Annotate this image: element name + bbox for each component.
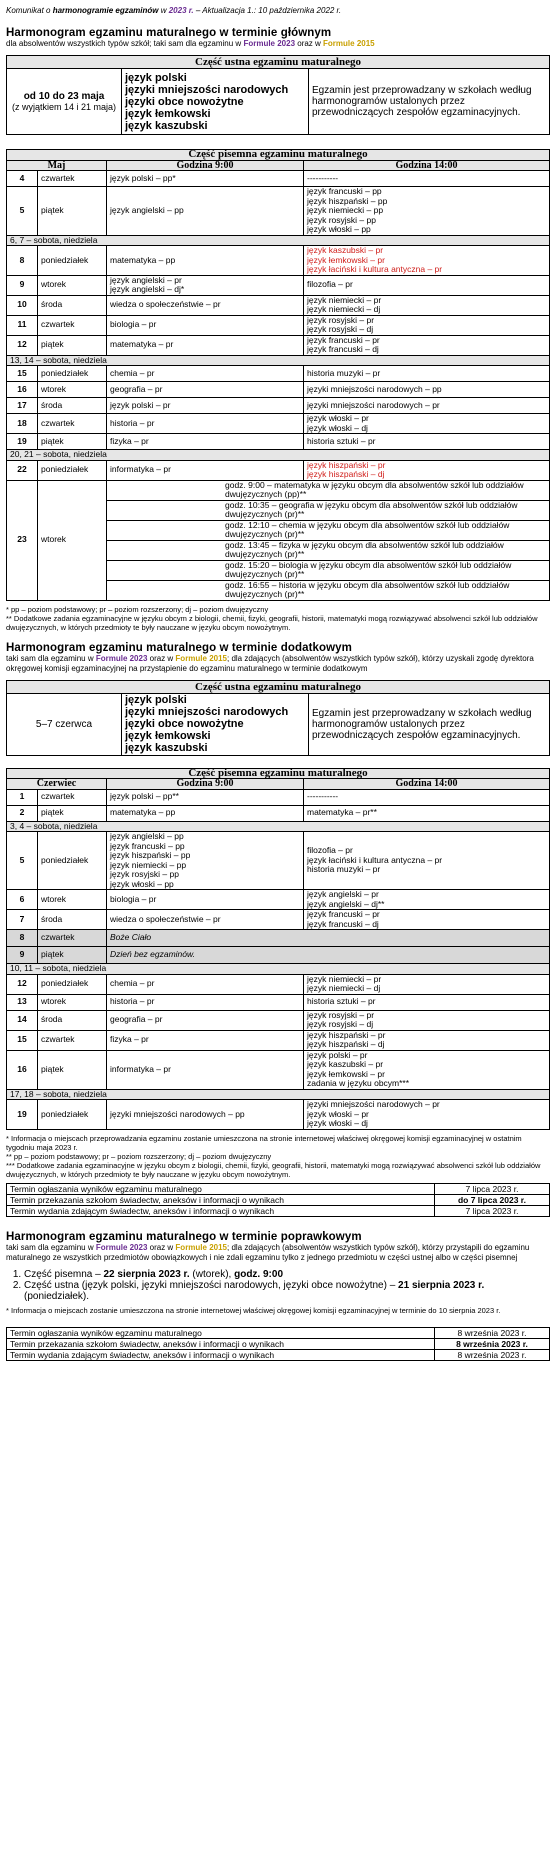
day-number: 2 <box>7 805 38 821</box>
section2-subtitle: taki sam dla egzaminu w Formule 2023 oraz w Formule 2015; dla zdających (absolwentów wszystkich typów szkół), którzy uzyskali zgodę dyrektora okręgowej komisji egzaminacyjnej na przystąpienie do egzaminu maturalnego w terminie dodatkowym <box>6 653 534 673</box>
exam-9 <box>107 974 304 994</box>
oral-subjects <box>122 693 309 755</box>
weekday: wtorek <box>38 994 107 1010</box>
exam-9 <box>107 335 304 355</box>
results-label: Termin ogłaszania wyników egzaminu maturalnego <box>7 1183 435 1194</box>
oral-subject: język łemkowski <box>125 107 211 120</box>
exam-14 <box>304 805 550 821</box>
day-number: 11 <box>7 315 38 335</box>
exam-entry: język niemiecki – dj <box>307 304 381 314</box>
exam-entry: historia muzyki – pr <box>307 864 381 875</box>
day-number: 18 <box>7 414 38 434</box>
exam-entry: język rosyjski – pr <box>307 314 375 325</box>
exam-entry: język hiszpański – dj <box>307 469 385 479</box>
exam-entry: język łaciński i kultura antyczna – pr <box>307 264 443 274</box>
exam-entry: historia sztuki – pr <box>307 435 376 446</box>
exam-entry: język angielski – dj** <box>307 898 385 909</box>
day-row <box>7 275 550 295</box>
day-number: 22 <box>7 460 38 480</box>
weekday: poniedziałek <box>38 1100 107 1130</box>
exam-9 <box>107 366 304 382</box>
weekend-label: 6, 7 – sobota, niedziela <box>7 235 550 246</box>
results-label: Termin przekazania szkołom świadectw, aneksów i informacji o wynikach <box>7 1194 435 1205</box>
results-label: Termin wydania zdającym świadectw, aneksów i informacji o wynikach <box>7 1205 435 1216</box>
bilingual-exam: godz. 12:10 – chemia w języku obcym dla absolwentów szkół lub oddziałów dwujęzycznych (pr)** <box>107 520 550 540</box>
exam-entry: matematyka – pr <box>110 339 174 350</box>
day-row <box>7 335 550 355</box>
exam-14 <box>304 171 550 187</box>
weekend-row <box>7 821 550 832</box>
oral-subject: język polski <box>125 694 187 706</box>
weekday: piątek <box>38 434 107 450</box>
exam-entry: język angielski – pr <box>307 889 379 899</box>
exam-entry: język angielski – pp <box>110 205 184 215</box>
day-row <box>7 315 550 335</box>
bilingual-exam: godz. 13:45 – fizyka w języku obcym dla absolwentów szkół lub oddziałów dwujęzycznych (pr)** <box>107 540 550 560</box>
oral-subject: język polski <box>125 71 187 84</box>
exam-entry: język polski – pr <box>307 1049 368 1060</box>
exam-entry: język włoski – pp <box>110 878 174 889</box>
weekend-label: 10, 11 – sobota, niedziela <box>7 964 550 975</box>
exam-entry: biologia – pr <box>110 319 157 330</box>
day-row <box>7 480 550 500</box>
weekday: środa <box>38 398 107 414</box>
footnote: ** Dodatkowe zadania egzaminacyjne w języku obcym z biologii, chemii, fizyki, geografii, historii, matematyki mogą rozwiązywać absolwenci szkół lub oddziałów dwujęzycznych, w których przedmioty te były nauczane w języku obcym nowożytnym. <box>6 613 538 632</box>
exam-entry: język francuski – pr <box>307 909 380 919</box>
section2-results-table <box>6 1183 550 1217</box>
results-label: Termin ogłaszania wyników egzaminu maturalnego <box>7 1327 435 1338</box>
exam-9 <box>107 805 304 821</box>
col-month: Maj <box>7 160 107 171</box>
exam-9 <box>107 187 304 236</box>
oral-subject: języki mniejszości narodowych <box>125 706 289 718</box>
exam-entry: język hiszpański – pr <box>307 1029 386 1040</box>
day-row <box>7 947 550 964</box>
day-row <box>7 890 550 910</box>
weekend-row <box>7 235 550 246</box>
exam-entry: matematyka – pp <box>110 254 176 265</box>
exam-entry: historia – pr <box>110 417 155 428</box>
weekday: poniedziałek <box>38 366 107 382</box>
exam-9 <box>107 994 304 1010</box>
exam-entry: język francuski – dj <box>307 344 379 354</box>
day-row <box>7 832 550 890</box>
day-row <box>7 171 550 187</box>
exam-entry: język włoski – pp <box>307 224 371 234</box>
weekday: piątek <box>38 947 107 964</box>
exam-14 <box>304 382 550 398</box>
weekend-row <box>7 355 550 366</box>
exam-14 <box>304 994 550 1010</box>
exam-entry: język francuski – pr <box>307 334 380 345</box>
oral-table-title: Część ustna egzaminu maturalnego <box>7 680 550 693</box>
section1-footnotes <box>6 605 550 632</box>
exam-entry: język hiszpański – pr <box>307 459 386 470</box>
day-row <box>7 434 550 450</box>
day-number: 16 <box>7 1050 38 1089</box>
exam-entry: język francuski – pp <box>307 186 382 196</box>
day-number: 14 <box>7 1010 38 1030</box>
exam-14 <box>304 1010 550 1030</box>
section2-oral-table <box>6 680 550 756</box>
header-year: 2023 r. <box>168 6 194 15</box>
exam-entry: język łaciński i kultura antyczna – pr <box>307 854 443 865</box>
exam-entry: geografia – pr <box>110 1014 163 1025</box>
day-row <box>7 974 550 994</box>
day-row <box>7 1100 550 1130</box>
day-number: 4 <box>7 171 38 187</box>
weekday: poniedziałek <box>38 974 107 994</box>
weekday: piątek <box>38 335 107 355</box>
weekend-label: 17, 18 – sobota, niedziela <box>7 1089 550 1100</box>
exam-9 <box>107 1100 304 1130</box>
exam-entry: języki mniejszości narodowych – pp <box>307 383 442 394</box>
weekday: wtorek <box>38 480 107 600</box>
weekday: piątek <box>38 805 107 821</box>
day-row <box>7 1010 550 1030</box>
section3-dates-list <box>6 1269 550 1302</box>
weekday: czwartek <box>38 930 107 947</box>
exam-entry: język angielski – dj* <box>110 284 185 294</box>
exam-entry: języki mniejszości narodowych – pr <box>307 399 440 410</box>
exam-14 <box>304 1100 550 1130</box>
exam-entry: język francuski – pp <box>110 840 185 851</box>
day-row <box>7 994 550 1010</box>
day-number: 15 <box>7 1030 38 1050</box>
weekday: poniedziałek <box>38 832 107 890</box>
bilingual-exam: godz. 15:20 – biologia w języku obcym dla absolwentów szkół lub oddziałów dwujęzycznych (pr)** <box>107 560 550 580</box>
results-label: Termin przekazania szkołom świadectw, aneksów i informacji o wynikach <box>7 1338 435 1349</box>
col-month: Czerwiec <box>7 779 107 790</box>
exam-14 <box>304 398 550 414</box>
exam-entry: język polski – pr <box>110 399 171 410</box>
day-row <box>7 789 550 805</box>
header-prefix: Komunikat o <box>6 6 53 15</box>
exam-9 <box>107 434 304 450</box>
exam-14 <box>304 460 550 480</box>
oral-subject: języki obce nowożytne <box>125 95 244 108</box>
exam-entry: filozofia – pr <box>307 279 353 290</box>
bilingual-exam: godz. 16:55 – historia w języku obcym dla absolwentów szkół lub oddziałów dwujęzycznych (pr)** <box>107 580 550 600</box>
weekday: wtorek <box>38 382 107 398</box>
day-number: 6 <box>7 890 38 910</box>
section3-subtitle: taki sam dla egzaminu w Formule 2023 oraz w Formule 2015; dla zdających (absolwentów wszystkich typów szkół), którzy przystąpili do egzaminu maturalnego ze wszystkich przedmiotów obowiązkowych i nie zdali egzaminu tylko z jednego przedmiotu w części ustnej albo w części pisemnej <box>6 1242 530 1262</box>
section2-footnotes <box>6 1134 550 1179</box>
weekday: czwartek <box>38 1030 107 1050</box>
col-9: Godzina 9:00 <box>107 160 304 171</box>
exam-entry: informatyka – pr <box>110 464 171 475</box>
oral-note: Egzamin jest przeprowadzany w szkołach według harmonogramów ustalonych przez przewodniczących zespołów egzaminacyjnych. <box>309 69 550 135</box>
exam-9 <box>107 414 304 434</box>
footnote: * Informacja o miejscach przeprowadzania egzaminu zostanie umieszczona na stronie internetowej właściwej okręgowej komisji egzaminacyjnej w ostatnim tygodniu maja 2023 r. <box>6 1133 522 1152</box>
day-number: 16 <box>7 382 38 398</box>
day-row <box>7 246 550 276</box>
oral-subject: język łemkowski <box>125 730 211 742</box>
day-row <box>7 1050 550 1089</box>
exam-14 <box>304 890 550 910</box>
exam-entry: zadania w języku obcym*** <box>307 1078 410 1088</box>
exam-9 <box>107 398 304 414</box>
bilingual-exam: godz. 9:00 – matematyka w języku obcym dla absolwentów szkół lub oddziałów dwujęzycznych (pp)** <box>107 480 550 500</box>
day-number: 19 <box>7 1100 38 1130</box>
exam-entry: język rosyjski – pp <box>110 869 179 879</box>
exam-entry: chemia – pr <box>110 978 155 989</box>
exam-entry: język polski – pp* <box>110 172 176 183</box>
exam-entry: język polski – pp** <box>110 791 179 802</box>
exam-entry: ----------- <box>307 791 339 802</box>
bilingual-exam: godz. 10:35 – geografia w języku obcym dla absolwentów szkół lub oddziałów dwujęzycznych (pr)** <box>107 500 550 520</box>
exam-entry: język kaszubski – pr <box>307 245 384 255</box>
exam-entry: język włoski – dj <box>307 1118 368 1128</box>
section3-title: Harmonogram egzaminu maturalnego w terminie poprawkowym <box>6 1230 362 1243</box>
exam-entry: język łemkowski – pr <box>307 1068 385 1079</box>
weekday: poniedziałek <box>38 460 107 480</box>
col-14: Godzina 14:00 <box>304 160 550 171</box>
day-row <box>7 398 550 414</box>
exam-14 <box>304 974 550 994</box>
results-date: do 7 lipca 2023 r. <box>435 1194 550 1205</box>
exam-entry: język rosyjski – pr <box>307 1009 375 1020</box>
weekday: piątek <box>38 187 107 236</box>
exam-14 <box>304 789 550 805</box>
exam-entry: fizyka – pr <box>110 435 149 446</box>
exam-14 <box>304 315 550 335</box>
exam-14 <box>304 414 550 434</box>
exam-entry: język angielski – pr <box>110 274 182 285</box>
weekday: środa <box>38 295 107 315</box>
exam-9 <box>107 275 304 295</box>
results-row <box>7 1194 550 1205</box>
oral-date: od 10 do 23 maja (z wyjątkiem 14 i 21 maja) <box>7 69 122 135</box>
oral-subject: język kaszubski <box>125 742 208 754</box>
written-table-title: Część pisemna egzaminu maturalnego <box>7 150 550 161</box>
exam-entry: informatyka – pr <box>110 1063 171 1074</box>
weekend-row <box>7 964 550 975</box>
results-date: 7 lipca 2023 r. <box>435 1205 550 1216</box>
oral-subject: języki obce nowożytne <box>125 718 244 730</box>
exam-entry: język angielski – pp <box>110 831 184 841</box>
day-row <box>7 382 550 398</box>
exam-entry: wiedza o społeczeństwie – pr <box>110 913 221 924</box>
section1-title: Harmonogram egzaminu maturalnego w terminie głównym <box>6 27 332 39</box>
weekend-label: 3, 4 – sobota, niedziela <box>7 821 550 832</box>
exam-entry: język francuski – dj <box>307 918 379 929</box>
day-number: 12 <box>7 974 38 994</box>
exam-9 <box>107 171 304 187</box>
exam-entry: język włoski – dj <box>307 422 368 433</box>
results-row <box>7 1183 550 1194</box>
exam-9 <box>107 295 304 315</box>
oral-date: 5–7 czerwca <box>7 693 122 755</box>
col-9: Godzina 9:00 <box>107 779 304 790</box>
results-date: 8 września 2023 r. <box>435 1338 550 1349</box>
exam-14 <box>304 295 550 315</box>
weekday: czwartek <box>38 414 107 434</box>
section1-oral-table <box>6 55 550 135</box>
exam-entry: biologia – pr <box>110 893 157 904</box>
exam-entry: język rosyjski – dj <box>307 1019 374 1029</box>
exam-entry: język hiszpański – pp <box>110 850 191 860</box>
section3-footnote: * Informacja o miejscach zostanie umieszczona na stronie internetowej właściwej okręgowej komisji egzaminacyjnej w terminie do 10 sierpnia 2023 r. <box>6 1305 501 1315</box>
exam-entry: matematyka – pr** <box>307 807 377 818</box>
weekend-row <box>7 1089 550 1100</box>
results-date: 8 września 2023 r. <box>435 1349 550 1360</box>
written-part-date: 1. Część pisemna – 22 sierpnia 2023 r. (wtorek), godz. 9:00 <box>24 1269 550 1280</box>
exam-entry: języki mniejszości narodowych – pr <box>307 1099 440 1109</box>
exam-entry: język włoski – pr <box>307 413 369 423</box>
exam-14 <box>304 275 550 295</box>
day-number: 23 <box>7 480 38 600</box>
results-date: 8 września 2023 r. <box>435 1327 550 1338</box>
day-number: 9 <box>7 947 38 964</box>
section1-subtitle: dla absolwentów wszystkich typów szkół; taki sam dla egzaminu w Formule 2023 oraz w Formule 2015 <box>6 39 375 48</box>
day-number: 5 <box>7 187 38 236</box>
exam-14 <box>304 1030 550 1050</box>
exam-9 <box>107 910 304 930</box>
oral-part-date: 2. Część ustna (język polski, języki mniejszości narodowych, języki obce nowożytne) – 21 sierpnia 2023 r. (poniedziałek). <box>24 1280 550 1302</box>
no-exam-note: Boże Ciało <box>107 930 550 947</box>
results-label: Termin wydania zdającym świadectw, aneksów i informacji o wynikach <box>7 1349 435 1360</box>
exam-9 <box>107 890 304 910</box>
weekday: piątek <box>38 1050 107 1089</box>
oral-note: Egzamin jest przeprowadzany w szkołach według harmonogramów ustalonych przez przewodniczących zespołów egzaminacyjnych. <box>309 693 550 755</box>
exam-14 <box>304 187 550 236</box>
exam-9 <box>107 832 304 890</box>
exam-14 <box>304 335 550 355</box>
written-table-title: Część pisemna egzaminu maturalnego <box>7 768 550 779</box>
results-row <box>7 1349 550 1360</box>
day-row <box>7 414 550 434</box>
exam-9 <box>107 789 304 805</box>
exam-entry: język rosyjski – dj <box>307 324 374 334</box>
exam-entry: geografia – pr <box>110 383 163 394</box>
weekday: środa <box>38 1010 107 1030</box>
exam-9 <box>107 246 304 276</box>
header-mid: w <box>158 6 169 15</box>
document-header <box>6 6 550 15</box>
exam-entry: ----------- <box>307 172 339 183</box>
day-number: 1 <box>7 789 38 805</box>
day-row <box>7 805 550 821</box>
oral-subject: język kaszubski <box>125 119 208 132</box>
no-exam-note: Dzień bez egzaminów. <box>107 947 550 964</box>
weekend-label: 13, 14 – sobota, niedziela <box>7 355 550 366</box>
results-row <box>7 1205 550 1216</box>
day-row <box>7 1030 550 1050</box>
footnote: ** pp – poziom podstawowy; pr – poziom rozszerzony; dj – poziom dwujęzyczny <box>6 1151 272 1161</box>
section3-results-table <box>6 1327 550 1361</box>
exam-entry: chemia – pr <box>110 367 155 378</box>
footnote: * pp – poziom podstawowy; pr – poziom rozszerzony; dj – poziom dwujęzyczny <box>6 604 269 614</box>
exam-9 <box>107 1030 304 1050</box>
results-date: 7 lipca 2023 r. <box>435 1183 550 1194</box>
exam-14 <box>304 910 550 930</box>
exam-entry: fizyka – pr <box>110 1034 149 1045</box>
day-number: 5 <box>7 832 38 890</box>
day-number: 15 <box>7 366 38 382</box>
day-number: 8 <box>7 930 38 947</box>
weekday: czwartek <box>38 789 107 805</box>
weekday: czwartek <box>38 171 107 187</box>
exam-entry: język rosyjski – pp <box>307 214 376 225</box>
day-number: 9 <box>7 275 38 295</box>
section1-written-table <box>6 149 550 601</box>
weekday: środa <box>38 910 107 930</box>
day-number: 8 <box>7 246 38 276</box>
weekend-label: 20, 21 – sobota, niedziela <box>7 450 550 461</box>
exam-9 <box>107 1050 304 1089</box>
section2-written-table <box>6 768 550 1130</box>
section2-title: Harmonogram egzaminu maturalnego w terminie dodatkowym <box>6 641 352 654</box>
exam-entry: język łemkowski – pr <box>307 254 385 265</box>
exam-entry: język hiszpański – dj <box>307 1039 385 1049</box>
weekday: czwartek <box>38 315 107 335</box>
exam-entry: języki mniejszości narodowych – pp <box>110 1108 245 1119</box>
col-14: Godzina 14:00 <box>304 779 550 790</box>
day-row <box>7 295 550 315</box>
exam-entry: język włoski – pr <box>307 1108 369 1119</box>
day-number: 19 <box>7 434 38 450</box>
exam-entry: filozofia – pr <box>307 845 353 856</box>
exam-14 <box>304 366 550 382</box>
exam-14 <box>304 246 550 276</box>
exam-9 <box>107 382 304 398</box>
exam-entry: historia – pr <box>110 996 155 1007</box>
day-row <box>7 930 550 947</box>
exam-entry: język kaszubski – pr <box>307 1059 384 1069</box>
day-row <box>7 187 550 236</box>
weekday: poniedziałek <box>38 246 107 276</box>
exam-entry: matematyka – pp <box>110 807 176 818</box>
exam-entry: historia muzyki – pr <box>307 367 381 378</box>
weekday: wtorek <box>38 275 107 295</box>
day-row <box>7 366 550 382</box>
header-suffix: – Aktualizacja 1.: 10 października 2022 r. <box>193 6 342 15</box>
exam-9 <box>107 460 304 480</box>
exam-entry: język niemiecki – pp <box>307 205 384 215</box>
weekday: wtorek <box>38 890 107 910</box>
oral-table-title: Część ustna egzaminu maturalnego <box>7 56 550 69</box>
weekend-row <box>7 450 550 461</box>
exam-entry: język hiszpański – pp <box>307 195 388 206</box>
day-number: 7 <box>7 910 38 930</box>
day-number: 12 <box>7 335 38 355</box>
exam-entry: język niemiecki – pr <box>307 294 382 305</box>
oral-subject: języki mniejszości narodowych <box>125 83 289 96</box>
day-row <box>7 460 550 480</box>
exam-9 <box>107 315 304 335</box>
header-bold: harmonogramie egzaminów <box>52 6 159 15</box>
footnote: *** Dodatkowe zadania egzaminacyjne w języku obcym z biologii, chemii, fizyki, geografii, historii, matematyki mogą rozwiązywać absolwenci szkół lub oddziałów dwujęzycznych, w których przedmioty te były nauczane w języku obcym nowożytnym. <box>6 1160 541 1179</box>
results-row <box>7 1338 550 1349</box>
exam-entry: historia sztuki – pr <box>307 996 376 1007</box>
exam-14 <box>304 832 550 890</box>
day-number: 13 <box>7 994 38 1010</box>
results-row <box>7 1327 550 1338</box>
oral-subjects <box>122 69 309 135</box>
exam-14 <box>304 434 550 450</box>
exam-9 <box>107 1010 304 1030</box>
exam-entry: język niemiecki – pr <box>307 973 382 984</box>
day-number: 17 <box>7 398 38 414</box>
day-row <box>7 910 550 930</box>
exam-entry: język niemiecki – dj <box>307 983 381 993</box>
exam-14 <box>304 1050 550 1089</box>
exam-entry: wiedza o społeczeństwie – pr <box>110 299 221 310</box>
day-number: 10 <box>7 295 38 315</box>
exam-entry: język niemiecki – pp <box>110 859 187 870</box>
